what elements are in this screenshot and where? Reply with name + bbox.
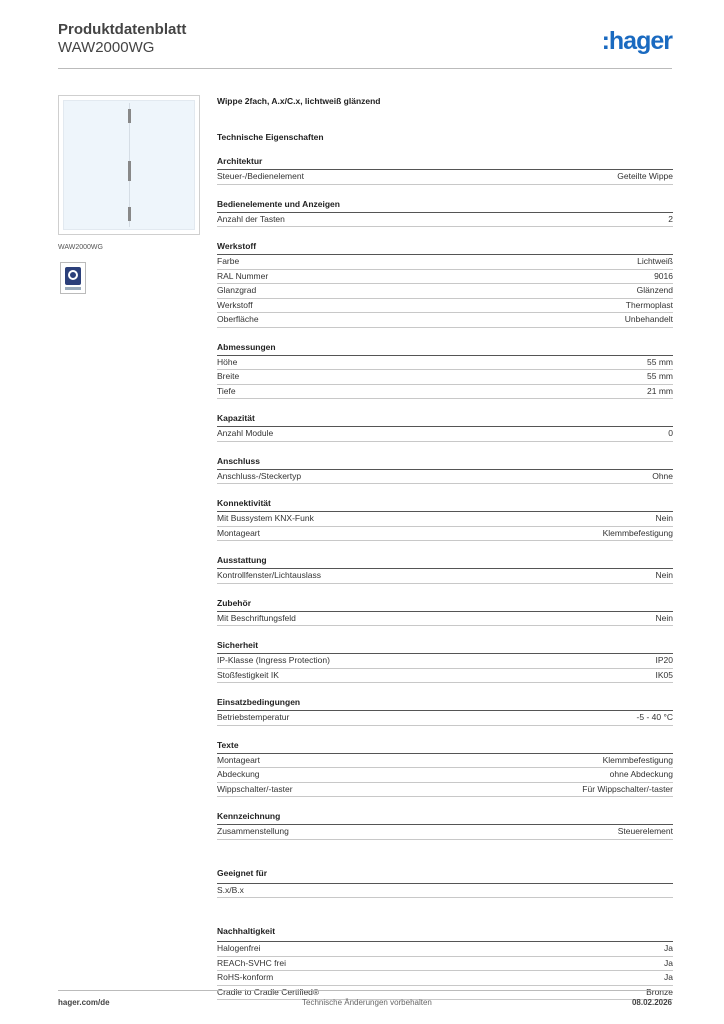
- group-title: Nachhaltigkeit: [217, 926, 673, 942]
- group-title: Ausstattung: [217, 555, 673, 569]
- group-title: Werkstoff: [217, 241, 673, 255]
- property-value: Ja: [664, 972, 673, 982]
- property-label: Glanzgrad: [217, 285, 257, 295]
- property-value: 9016: [654, 270, 673, 281]
- property-value: Lichtweiß: [637, 256, 673, 266]
- property-value: Glänzend: [636, 285, 673, 295]
- property-row: [217, 654, 673, 669]
- property-group: [217, 811, 673, 840]
- property-row: [217, 370, 673, 385]
- property-row: [217, 569, 673, 584]
- property-value: -5 - 40 °C: [636, 712, 673, 722]
- logo-mark: :: [601, 27, 609, 55]
- property-row: [217, 284, 673, 299]
- property-row: [217, 986, 673, 1001]
- property-label: Anzahl Module: [217, 428, 274, 438]
- property-value: Nein: [655, 513, 673, 523]
- property-value: Ja: [664, 957, 673, 968]
- document-title: Produktdatenblatt: [58, 21, 187, 38]
- property-row: [217, 768, 673, 783]
- property-row: [217, 612, 673, 627]
- property-group: [217, 241, 673, 328]
- property-label: Farbe: [217, 256, 240, 266]
- property-value: Thermoplast: [625, 299, 673, 310]
- property-label: Tiefe: [217, 385, 236, 396]
- property-row: [217, 255, 673, 270]
- property-value: Steuerelement: [617, 826, 673, 836]
- header-divider: [58, 68, 672, 69]
- property-value: 21 mm: [647, 385, 673, 396]
- technical-data: [217, 96, 673, 1000]
- property-group: [217, 199, 673, 228]
- certificate-label: [65, 287, 81, 290]
- group-title: Abmessungen: [217, 342, 673, 356]
- property-group: [217, 456, 673, 485]
- property-row: [217, 825, 673, 840]
- property-row: [217, 170, 673, 185]
- group-title: Kapazität: [217, 413, 673, 427]
- property-row: [217, 754, 673, 769]
- page-header: [58, 21, 186, 57]
- property-row: [217, 942, 673, 957]
- property-row: [217, 213, 673, 228]
- property-value: Nein: [655, 612, 673, 623]
- property-row: [217, 299, 673, 314]
- property-value: Klemmbefestigung: [602, 754, 673, 765]
- rocker-switch-image: [58, 95, 200, 235]
- group-title: Sicherheit: [217, 640, 673, 654]
- property-row: [217, 884, 673, 899]
- property-row: [217, 356, 673, 371]
- property-value: Ohne: [652, 470, 673, 481]
- logo-text: hager: [608, 27, 672, 55]
- property-group: [217, 498, 673, 541]
- image-caption: WAW2000WG: [58, 244, 103, 251]
- property-value: Für Wippschalter/-taster: [582, 783, 673, 794]
- property-groups: [217, 156, 673, 1000]
- certificate-ring: [68, 270, 78, 280]
- property-label: Stoßfestigkeit IK: [217, 669, 279, 680]
- property-label: Mit Bussystem KNX-Funk: [217, 513, 314, 523]
- hager-logo: [602, 27, 672, 55]
- property-row: [217, 957, 673, 972]
- property-row: [217, 427, 673, 442]
- property-label: Betriebstemperatur: [217, 712, 290, 722]
- property-group: [217, 413, 673, 442]
- property-label: Cradle to Cradle Certified®: [217, 986, 320, 997]
- rocker-mark: [128, 109, 131, 123]
- rocker-mark: [128, 207, 131, 221]
- property-value: IK05: [655, 669, 673, 680]
- property-label: S.x/B.x: [217, 884, 244, 895]
- property-value: Klemmbefestigung: [602, 527, 673, 538]
- property-label: Werkstoff: [217, 299, 253, 310]
- cradle-to-cradle-certificate-icon: [60, 262, 86, 294]
- group-title: Konnektivität: [217, 498, 673, 512]
- product-code: WAW2000WG: [58, 39, 155, 56]
- property-group: [217, 926, 673, 1000]
- property-row: [217, 512, 673, 527]
- property-row: [217, 669, 673, 684]
- section-heading: Technische Eigenschaften: [217, 132, 324, 142]
- footer-divider: [58, 990, 672, 991]
- property-label: Wippschalter/-taster: [217, 783, 293, 794]
- switch-plate: [63, 100, 195, 230]
- property-group: [217, 697, 673, 726]
- property-group: [217, 342, 673, 400]
- group-title: Anschluss: [217, 456, 673, 470]
- property-value: 2: [668, 213, 673, 224]
- property-label: REACh-SVHC frei: [217, 957, 286, 968]
- group-title: Einsatzbedingungen: [217, 697, 673, 711]
- property-label: Anschluss-/Steckertyp: [217, 470, 302, 481]
- property-value: 0: [668, 428, 673, 438]
- group-title: Zubehör: [217, 598, 673, 612]
- property-label: Montageart: [217, 527, 260, 538]
- property-group: [217, 740, 673, 798]
- property-label: Montageart: [217, 754, 260, 765]
- property-value: 55 mm: [647, 356, 673, 367]
- property-value: IP20: [655, 655, 673, 665]
- property-value: Geteilte Wippe: [617, 171, 673, 181]
- property-label: RoHS-konform: [217, 972, 274, 982]
- property-group: [217, 555, 673, 584]
- property-label: Mit Beschriftungsfeld: [217, 612, 296, 623]
- property-group: [217, 640, 673, 683]
- property-row: [217, 270, 673, 285]
- disclaimer: Technische Änderungen vorbehalten: [302, 998, 432, 1007]
- property-label: RAL Nummer: [217, 270, 269, 281]
- property-label: Höhe: [217, 356, 238, 367]
- document-date: 08.02.2026: [631, 998, 672, 1007]
- property-value: Nein: [655, 570, 673, 580]
- property-row: [217, 711, 673, 726]
- product-name: Wippe 2fach, A.x/C.x, lichtweiß glänzend: [217, 96, 381, 106]
- group-title: Texte: [217, 740, 673, 754]
- property-row: [217, 313, 673, 328]
- property-label: Halogenfrei: [217, 943, 261, 953]
- group-title: Bedienelemente und Anzeigen: [217, 199, 673, 213]
- property-label: Zusammenstellung: [217, 826, 289, 836]
- property-group: [217, 868, 673, 899]
- property-row: [217, 971, 673, 986]
- property-value: Ja: [664, 943, 673, 953]
- rocker-mark: [128, 161, 131, 181]
- group-title: Geeignet für: [217, 868, 673, 884]
- property-row: [217, 783, 673, 798]
- property-row: [217, 527, 673, 542]
- website-link[interactable]: hager.com/de: [58, 998, 110, 1007]
- property-label: Breite: [217, 371, 240, 381]
- property-label: Steuer-/Bedienelement: [217, 171, 304, 181]
- property-label: Abdeckung: [217, 769, 260, 779]
- property-label: Anzahl der Tasten: [217, 213, 285, 224]
- property-label: Oberfläche: [217, 314, 259, 324]
- property-group: [217, 156, 673, 185]
- property-label: Kontrollfenster/Lichtauslass: [217, 570, 321, 580]
- property-value: 55 mm: [647, 371, 673, 381]
- property-value: Bronze: [646, 986, 673, 997]
- property-row: [217, 385, 673, 400]
- property-value: Unbehandelt: [624, 314, 673, 324]
- property-group: [217, 598, 673, 627]
- group-title: Architektur: [217, 156, 673, 170]
- property-row: [217, 470, 673, 485]
- group-title: Kennzeichnung: [217, 811, 673, 825]
- property-value: ohne Abdeckung: [609, 769, 673, 779]
- property-label: IP-Klasse (Ingress Protection): [217, 655, 330, 665]
